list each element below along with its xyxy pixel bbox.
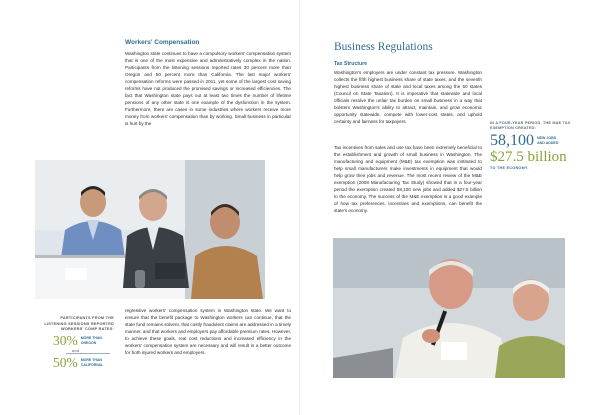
stat-california (53, 356, 111, 370)
workers-comp-heading: Workers' Compensation (125, 39, 200, 46)
stat-new-jobs-label: NEW JOBS AND ADDED (537, 136, 559, 145)
business-regulations-title: Business Regulations (334, 41, 433, 53)
workers-comp-paragraph-bottom: regressive workers' compensation system in Washington state. We want to ensure that the benefit package to Washington workers can continue, that the state fund remains solvent, that costly fraudulent claims are addressed in a timely manner, and that workers and employers pay affordable premium rates. However, to achieve these goals, real cost reductions and increased efficiency in the workers' compensation system are necessary and will result in a better outcome for both injured workers and employers. (125, 308, 291, 356)
workers-comp-sidebar-caption: PARTICIPANTS FROM THE LISTENING SESSIONS REPORTED WORKERS' COMP RATES: (44, 316, 114, 332)
meeting-photo-right (333, 238, 565, 378)
tax-paragraph-1: Washington's employers are under constant tax pressure. Washington collects the fifth highest business share of state taxes, and the seventh highest business share of state and local taxes among the 50 states (Council on State Taxation). It is imperative that statewide and local officials resolve the unfair tax burden on small business in a way that bolsters Washington's ability to attract, maintain, and grow economic opportunity statewide, compete with lower-cost states, and uphold certainty and fairness for taxpayers. (334, 70, 482, 125)
meeting-photo-left-image (35, 160, 265, 299)
tax-paragraph-2: Tax incentives from sales and use tax have been extremely beneficial to the establishment and growth of small business in Washington. The manufacturing and equipment (M&E) tax exemption was instituted to help small manufacturers make investments in equipment that would help grow their jobs and revenue. The most recent review of the M&E exemption (2008 Manufacturing Tax Study) showed that in a four-year period the exemption created 58,100 new jobs and added $27.5 billion to the economy. The success of the M&E exemption is a good example of how tax preferences, incentives and exemptions, can benefit the state's economy. (334, 145, 482, 214)
stat-oregon-label: MORE THAN OREGON (80, 336, 102, 345)
stat-california-label: MORE THAN CALIFORNIA. (80, 358, 104, 367)
meeting-photo-left (35, 160, 265, 299)
tax-structure-heading: Tax Structure (334, 61, 368, 67)
stat-oregon (53, 334, 111, 348)
meeting-photo-right-image (333, 238, 565, 378)
workers-comp-paragraph-top: Washington state continues to have a compulsory workers' compensation system that is one of the most expensive and administratively complex in the nation. Participants from the listening sessions reported rates 30 percent more than Oregon and 50 percent more than California. The last major workers' compensation reforms were passed in 2011, yet some of the largest cost saving reforms have not produced the promised savings or increased efficiencies. The fact that Washington state pays out at least two times the number of lifetime pensions of any other state is one example of the dysfunction in the system. Furthermore, there are cases in some industries where workers receive more money from workers' compensation than by working. Small business in particular is hurt by the (125, 51, 291, 127)
stat-oregon-value: 30% (53, 333, 78, 348)
stat-divider (66, 353, 110, 354)
stat-and-label: and (72, 349, 80, 353)
stat-new-jobs (490, 133, 559, 149)
tax-sidebar-caption: IN A FOUR-YEAR PERIOD, THE M&E TAX EXEMPTION CREATED: (490, 121, 571, 131)
stat-economy-label: TO THE ECONOMY. (490, 166, 529, 170)
stat-new-jobs-value: 58,100 (490, 132, 534, 149)
stat-california-value: 50% (53, 355, 78, 370)
stat-economy-value: $27.5 billion (490, 149, 567, 165)
page-gutter (299, 0, 300, 415)
